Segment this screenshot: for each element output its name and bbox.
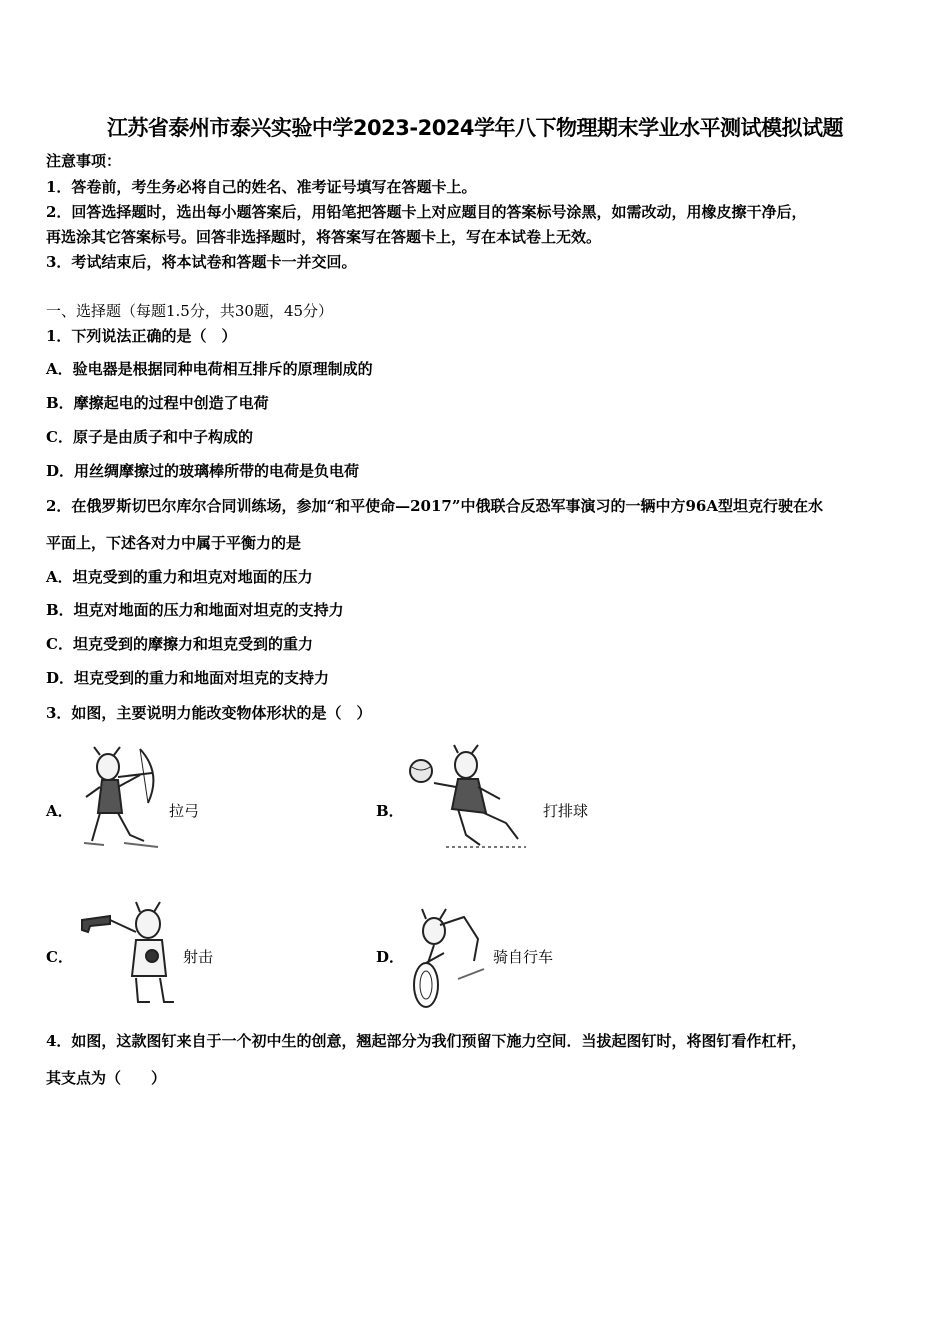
question-4-stem-line2: 其支点为（ ） bbox=[46, 1069, 167, 1087]
notice-item: 再选涂其它答案标号。回答非选择题时，将答案写在答题卡上，写在本试卷上无效。 bbox=[46, 228, 602, 246]
shooting-goat-illustration bbox=[80, 898, 176, 1008]
cycling-goat-illustration bbox=[404, 903, 490, 1013]
notice-item: 1．答卷前，考生务必将自己的姓名、准考证号填写在答题卡上。 bbox=[46, 178, 477, 196]
question-1-option-d: D．用丝绸摩擦过的玻璃棒所带的电荷是负电荷 bbox=[46, 462, 360, 480]
notice-item: 2．回答选择题时，选出每小题答案后，用铅笔把答题卡上对应题目的答案标号涂黑，如需改动，用橡皮擦干净后， bbox=[46, 203, 807, 221]
notice-heading: 注意事项： bbox=[46, 152, 122, 170]
question-3-option-a-label: 拉弓 bbox=[169, 802, 200, 820]
question-3-option-a-letter: A． bbox=[46, 802, 73, 820]
question-3-option-b-label: 打排球 bbox=[543, 802, 589, 820]
question-2-option-d: D．坦克受到的重力和地面对坦克的支持力 bbox=[46, 669, 330, 687]
question-2-stem-line2: 平面上，下述各对力中属于平衡力的是 bbox=[46, 534, 302, 552]
question-3-option-d-label: 骑自行车 bbox=[493, 948, 554, 966]
question-3-option-c-label: 射击 bbox=[183, 948, 214, 966]
volleyball-goat-illustration bbox=[406, 743, 532, 851]
question-2-option-a: A．坦克受到的重力和坦克对地面的压力 bbox=[46, 568, 313, 586]
question-2-option-b: B．坦克对地面的压力和地面对坦克的支持力 bbox=[46, 601, 344, 619]
question-3-option-d-letter: D． bbox=[376, 948, 405, 966]
question-3-stem: 3．如图，主要说明力能改变物体形状的是（ ） bbox=[46, 704, 372, 722]
question-1-stem: 1．下列说法正确的是（ ） bbox=[46, 327, 237, 345]
question-2-stem-line1: 2．在俄罗斯切巴尔库尔合同训练场，参加“和平使命—2017”中俄联合反恐军事演习的一辆中方96A型坦克行驶在水 bbox=[46, 497, 823, 515]
question-4-stem-line1: 4．如图，这款图钉来自于一个初中生的创意，翘起部分为我们预留下施力空间．当拔起图钉时，将图钉看作杠杆， bbox=[46, 1032, 807, 1050]
question-1-option-c: C．原子是由质子和中子构成的 bbox=[46, 428, 253, 446]
question-1-option-b: B．摩擦起电的过程中创造了电荷 bbox=[46, 394, 269, 412]
page-title: 江苏省泰州市泰兴实验中学2023-2024学年八下物理期末学业水平测试模拟试题 bbox=[106, 116, 844, 140]
question-2-option-c: C．坦克受到的摩擦力和坦克受到的重力 bbox=[46, 635, 313, 653]
question-1-option-a: A．验电器是根据同种电荷相互排斥的原理制成的 bbox=[46, 360, 373, 378]
section-heading: 一、选择题（每题1.5分，共30题，45分） bbox=[46, 302, 334, 320]
notice-item: 3．考试结束后，将本试卷和答题卡一并交回。 bbox=[46, 253, 357, 271]
question-3-option-c-letter: C． bbox=[46, 948, 73, 966]
archer-goat-illustration bbox=[78, 743, 168, 851]
question-3-option-b-letter: B． bbox=[376, 802, 404, 820]
